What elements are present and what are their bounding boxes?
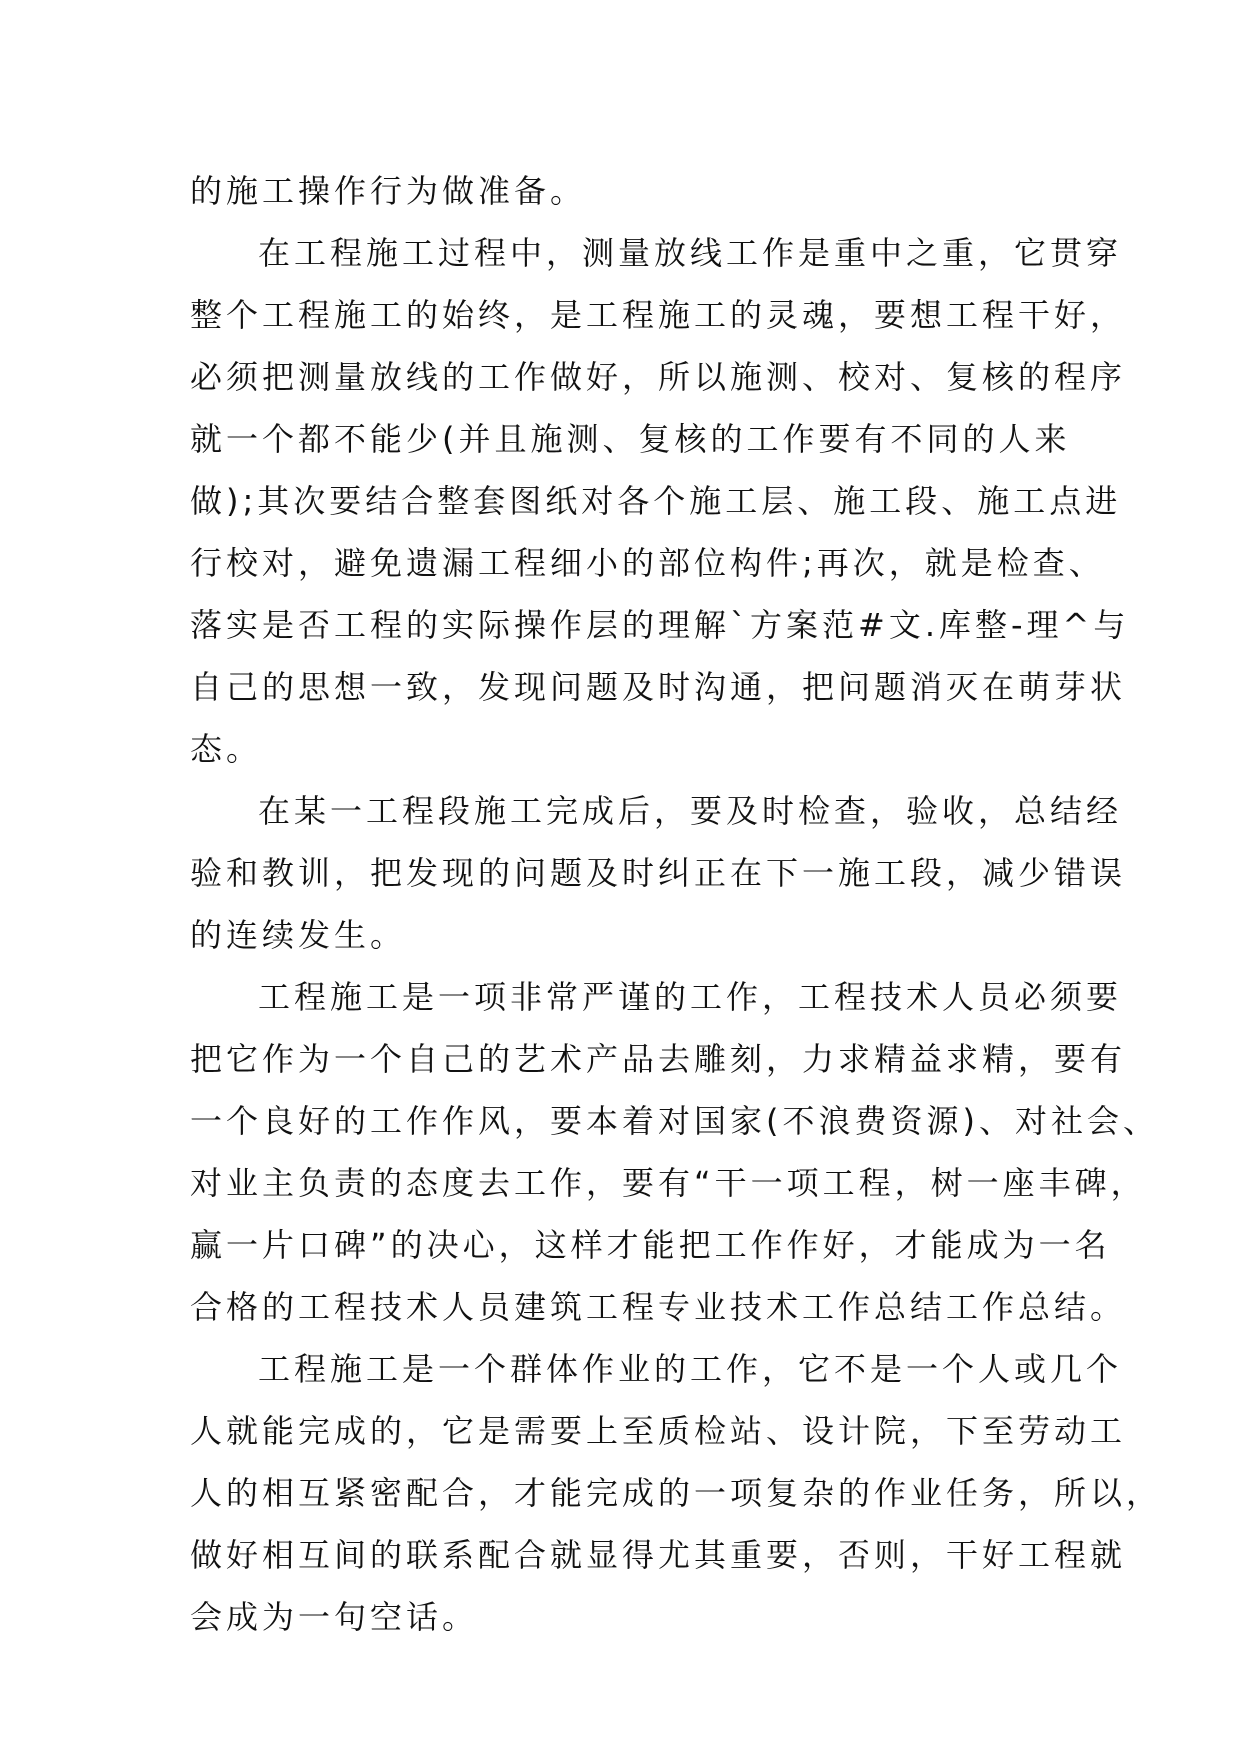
text-line: 做);其次要结合整套图纸对各个施工层、施工段、施工点进 [190,482,1122,520]
text-line: 验和教训，把发现的问题及时纠正在下一施工段，减少错误 [190,854,1127,892]
text-line: 就一个都不能少(并且施测、复核的工作要有不同的人来 [190,420,1071,458]
document-body [190,160,1163,1648]
text-line: 合格的工程技术人员建筑工程专业技术工作总结工作总结。 [190,1288,1127,1326]
paragraph-first-line: 工程施工是一个群体作业的工作，它不是一个人或几个 [258,1350,1123,1388]
paragraph-first-line: 在某一工程段施工完成后，要及时检查，验收，总结经 [258,792,1123,830]
text-line: 把它作为一个自己的艺术产品去雕刻，力求精益求精，要有 [190,1040,1127,1078]
text-line: 自己的思想一致，发现问题及时沟通，把问题消灭在萌芽状 [190,668,1127,706]
text-line: 行校对，避免遗漏工程细小的部位构件;再次，就是检查、 [190,544,1105,582]
paragraph-first-line: 工程施工是一项非常严谨的工作，工程技术人员必须要 [258,978,1123,1016]
text-line: 人就能完成的，它是需要上至质检站、设计院，下至劳动工 [190,1412,1127,1450]
text-line: 人的相互紧密配合，才能完成的一项复杂的作业任务，所以， [190,1474,1163,1512]
text-line: 必须把测量放线的工作做好，所以施测、校对、复核的程序 [190,358,1127,396]
text-line: 赢一片口碑”的决心，这样才能把工作作好，才能成为一名 [190,1226,1111,1264]
text-line: 整个工程施工的始终，是工程施工的灵魂，要想工程干好， [190,296,1127,334]
paragraph-first-line: 在工程施工过程中，测量放线工作是重中之重，它贯穿 [258,234,1123,272]
text-line: 做好相互间的联系配合就显得尤其重要，否则，干好工程就 [190,1536,1127,1574]
text-line: 的施工操作行为做准备。 [190,172,587,210]
text-line: 的连续发生。 [190,916,407,954]
text-line: 对业主负责的态度去工作，要有“干一项工程，树一座丰碑， [190,1164,1147,1202]
text-line: 落实是否工程的实际操作层的理解`方案范#文.库整-理^与 [190,606,1130,644]
text-line: 一个良好的工作作风，要本着对国家(不浪费资源)、对社会、 [190,1102,1159,1140]
text-line: 态。 [190,730,263,768]
text-line: 会成为一句空话。 [190,1598,479,1636]
